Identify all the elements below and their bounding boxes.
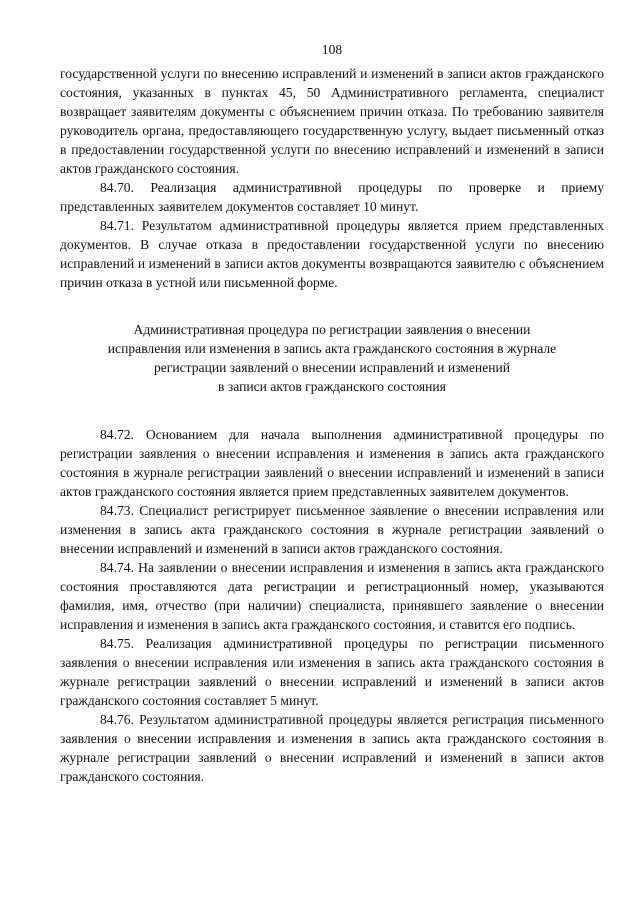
paragraph-84-70: 84.70. Реализация административной процедуры по проверке и приему представленных заявителем документов составляет 10 минут. xyxy=(60,180,604,214)
paragraph-continuation: государственной услуги по внесению исправлений и изменений в записи актов гражданского состояния, указанных в пунктах 45, 50 Административного регламента, специалист возвращает заявителям документы с объяснением причин отказа. По требованию заявителя руководитель органа, предоставляющего государственную услугу, выдает письменный отказ в предоставлении государственной услуги по внесению исправлений и изменений в записи актов гражданского состояния. xyxy=(60,66,604,176)
paragraph-84-73: 84.73. Специалист регистрирует письменное заявление о внесении исправления или изменения в запись акта гражданского состояния в журнале регистрации заявлений о внесении исправлений и изменений в записи актов гражданского состояния. xyxy=(60,503,604,556)
paragraph-84-72: 84.72. Основанием для начала выполнения административной процедуры по регистрации заявления о внесении исправления и изменения в запись акта гражданского состояния в журнале регистрации заявлений о внесении исправлений и изменений в записи актов гражданского состояния является прием представленных заявителем документов. xyxy=(60,427,604,499)
section-heading xyxy=(60,320,604,396)
paragraph-84-71: 84.71. Результатом административной процедуры является прием представленных документов. В случае отказа в предоставлении государственной услуги по внесению исправлений и изменений в записи актов документы возвращаются заявителю с объяснением причин отказа в устной или письменной форме. xyxy=(60,218,604,290)
heading-line: исправления или изменения в запись акта гражданского состояния в журнале xyxy=(107,341,557,356)
paragraph-84-75: 84.75. Реализация административной процедуры по регистрации письменного заявления о внесении исправления или изменения в запись акта гражданского состояния в журнале регистрации заявлений о внесении исправлений и изменений в записи актов гражданского состояния составляет 5 минут. xyxy=(60,636,604,708)
heading-line: регистрации заявлений о внесении исправлений и изменений xyxy=(153,360,511,375)
paragraph-84-74: 84.74. На заявлении о внесении исправления и изменения в запись акта гражданского состояния проставляются дата регистрации и регистрационный номер, указываются фамилия, имя, отчество (при наличии) специалиста, принявшего заявление о внесении исправления и изменения в запись акта гражданского состояния, и ставится его подпись. xyxy=(60,560,604,632)
heading-line: в записи актов гражданского состояния xyxy=(218,379,446,394)
paragraph-84-76: 84.76. Результатом административной процедуры является регистрация письменного заявления о внесении исправления и изменения в запись акта гражданского состояния в журнале регистрации заявлений о внесении исправлений и изменений в записи актов гражданского состояния. xyxy=(60,712,604,784)
heading-line: Административная процедура по регистрации заявления о внесении xyxy=(133,322,531,337)
document-page xyxy=(60,40,604,786)
page-number: 108 xyxy=(321,42,343,57)
